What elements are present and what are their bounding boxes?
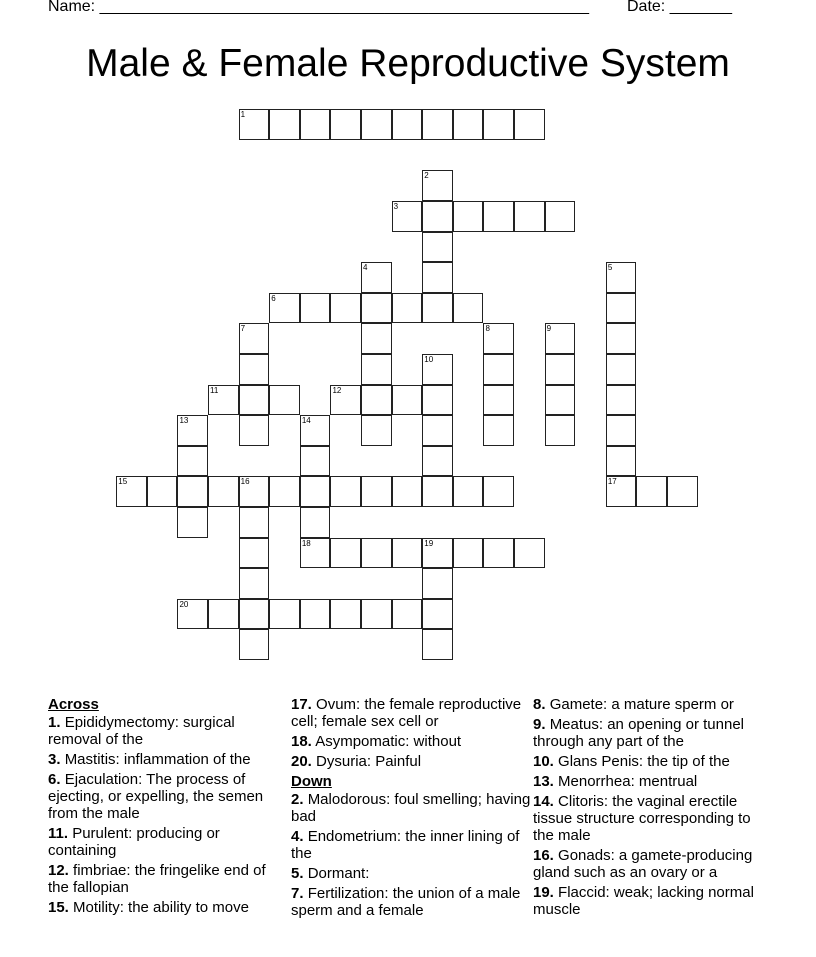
grid-cell[interactable]: [483, 323, 514, 354]
clue-across: [48, 825, 288, 859]
grid-cell[interactable]: [239, 109, 270, 140]
grid-cell[interactable]: [177, 599, 208, 630]
grid-cell[interactable]: [514, 109, 545, 140]
grid-cell[interactable]: [483, 538, 514, 569]
grid-cell[interactable]: [300, 507, 331, 538]
grid-cell[interactable]: [269, 476, 300, 507]
clue-text: Mastitis: inflammation of the: [64, 751, 251, 768]
grid-cell[interactable]: [239, 538, 270, 569]
clue-across: [291, 696, 531, 730]
grid-cell[interactable]: [239, 354, 270, 385]
clue-across: [48, 771, 288, 822]
clue-down: [291, 791, 531, 825]
grid-cell[interactable]: [300, 446, 331, 477]
clue-down: [533, 696, 773, 713]
grid-cell[interactable]: [422, 538, 453, 569]
grid-cell[interactable]: [239, 385, 270, 416]
clue-number: 18.: [291, 733, 312, 750]
clue-number: 8: [485, 324, 490, 334]
clue-number: 6.: [48, 771, 61, 788]
clue-number: 12: [332, 385, 342, 395]
clue-number: 4.: [291, 828, 304, 845]
grid-cell[interactable]: [239, 629, 270, 660]
clue-number: 14: [301, 416, 311, 426]
clue-number: 7: [240, 324, 246, 334]
clue-down: [533, 716, 773, 750]
grid-cell[interactable]: [330, 385, 361, 416]
grid-cell[interactable]: [392, 293, 423, 324]
clue-number: 14.: [533, 793, 554, 810]
clue-number: 20: [179, 599, 189, 609]
grid-cell[interactable]: [483, 385, 514, 416]
grid-cell[interactable]: [422, 354, 453, 385]
clue-across: [291, 733, 531, 750]
grid-cell[interactable]: [606, 415, 637, 446]
grid-cell[interactable]: [269, 109, 300, 140]
grid-cell[interactable]: [330, 599, 361, 630]
grid-cell[interactable]: [422, 599, 453, 630]
grid-cell[interactable]: [422, 415, 453, 446]
grid-cell[interactable]: [422, 170, 453, 201]
clue-text: Dysuria: Painful: [316, 753, 422, 770]
grid-cell[interactable]: [208, 476, 239, 507]
grid-cell[interactable]: [392, 201, 423, 232]
grid-cell[interactable]: [300, 415, 331, 446]
clue-down: [533, 884, 773, 918]
clue-text: fimbriae: the fringelike end of the fallopian: [48, 862, 266, 896]
grid-cell[interactable]: [361, 293, 392, 324]
clue-number: 6: [271, 293, 276, 303]
grid-cell[interactable]: [361, 262, 392, 293]
grid-cell[interactable]: [422, 476, 453, 507]
clue-number: 9.: [533, 716, 546, 733]
grid-cell[interactable]: [116, 476, 147, 507]
clue-number: 5.: [291, 865, 304, 882]
clue-number: 20.: [291, 753, 312, 770]
grid-cell[interactable]: [514, 201, 545, 232]
clue-number: 7.: [291, 885, 304, 902]
name-field: Name: _______________________________________________________: [48, 0, 589, 15]
grid-cell[interactable]: [361, 538, 392, 569]
grid-cell[interactable]: [422, 201, 453, 232]
grid-cell[interactable]: [453, 476, 484, 507]
grid-cell[interactable]: [392, 599, 423, 630]
grid-cell[interactable]: [208, 599, 239, 630]
grid-cell[interactable]: [239, 476, 270, 507]
clue-down: [291, 865, 531, 882]
clue-across: [48, 714, 288, 748]
clue-number: 17: [607, 477, 617, 487]
clue-text: Ovum: the female reproductive cell; female sex cell or: [291, 696, 522, 730]
grid-cell[interactable]: [361, 323, 392, 354]
clue-text: Malodorous: foul smelling; having bad: [291, 791, 531, 825]
grid-cell[interactable]: [177, 476, 208, 507]
grid-cell[interactable]: [545, 415, 576, 446]
grid-cell[interactable]: [300, 538, 331, 569]
clue-text: Dormant:: [307, 865, 370, 882]
grid-cell[interactable]: [422, 568, 453, 599]
clue-number: 13: [179, 416, 189, 426]
across-heading: Across: [48, 696, 99, 713]
grid-cell[interactable]: [606, 354, 637, 385]
grid-cell[interactable]: [422, 446, 453, 477]
grid-cell[interactable]: [606, 262, 637, 293]
clue-text: Endometrium: the inner lining of the: [291, 828, 520, 862]
clue-number: 16.: [533, 847, 554, 864]
clue-number: 11.: [48, 825, 69, 842]
grid-cell[interactable]: [330, 109, 361, 140]
grid-cell[interactable]: [239, 323, 270, 354]
grid-cell[interactable]: [208, 385, 239, 416]
grid-cell[interactable]: [545, 201, 576, 232]
grid-cell[interactable]: [330, 476, 361, 507]
grid-cell[interactable]: [361, 109, 392, 140]
clue-number: 4: [363, 263, 368, 273]
clues-column-2: [291, 696, 531, 922]
clue-number: 3.: [48, 751, 61, 768]
clue-number: 15.: [48, 899, 69, 916]
clue-text: Flaccid: weak; lacking normal muscle: [533, 884, 754, 918]
clue-text: Purulent: producing or containing: [48, 825, 220, 859]
grid-cell[interactable]: [300, 293, 331, 324]
grid-cell[interactable]: [269, 599, 300, 630]
grid-cell[interactable]: [300, 476, 331, 507]
clue-number: 5: [607, 263, 613, 273]
clue-number: 15: [118, 477, 128, 487]
clue-number: 8.: [533, 696, 546, 713]
clue-down: [291, 828, 531, 862]
page-title: Male & Female Reproductive System: [86, 42, 730, 85]
clue-text: Motility: the ability to move: [73, 899, 249, 916]
grid-cell[interactable]: [361, 476, 392, 507]
clue-text: Menorrhea: mentrual: [558, 773, 698, 790]
grid-cell[interactable]: [545, 323, 576, 354]
grid-cell[interactable]: [269, 293, 300, 324]
grid-cell[interactable]: [453, 538, 484, 569]
grid-cell[interactable]: [361, 354, 392, 385]
grid-cell[interactable]: [606, 476, 637, 507]
grid-cell[interactable]: [483, 476, 514, 507]
clue-down: [533, 847, 773, 881]
clue-number: 1.: [48, 714, 61, 731]
clue-number: 16: [240, 477, 250, 487]
clue-across: [291, 753, 531, 770]
grid-cell[interactable]: [361, 415, 392, 446]
grid-cell[interactable]: [392, 538, 423, 569]
clue-across: [48, 862, 288, 896]
grid-cell[interactable]: [239, 568, 270, 599]
grid-cell[interactable]: [545, 385, 576, 416]
grid-cell[interactable]: [361, 385, 392, 416]
clue-text: Meatus: an opening or tunnel through any part of the: [533, 716, 744, 750]
grid-cell[interactable]: [514, 538, 545, 569]
clue-text: Gonads: a gamete-producing gland such as an ovary or a: [533, 847, 753, 881]
grid-cell[interactable]: [483, 201, 514, 232]
clue-across: [48, 899, 288, 916]
grid-cell[interactable]: [330, 538, 361, 569]
grid-cell[interactable]: [483, 354, 514, 385]
down-heading: Down: [291, 773, 332, 790]
grid-cell[interactable]: [361, 599, 392, 630]
grid-cell[interactable]: [300, 599, 331, 630]
grid-cell[interactable]: [392, 476, 423, 507]
grid-cell[interactable]: [300, 109, 331, 140]
clues-column-1: [48, 696, 288, 919]
grid-cell[interactable]: [177, 446, 208, 477]
grid-cell[interactable]: [422, 109, 453, 140]
grid-cell[interactable]: [422, 262, 453, 293]
clue-number: 9: [546, 324, 552, 334]
grid-cell[interactable]: [422, 629, 453, 660]
clue-down: [533, 793, 773, 844]
clue-text: Glans Penis: the tip of the: [558, 753, 730, 770]
clue-number: 3: [393, 202, 399, 212]
grid-cell[interactable]: [606, 385, 637, 416]
grid-cell[interactable]: [636, 476, 667, 507]
grid-cell[interactable]: [453, 201, 484, 232]
clue-down: [533, 753, 773, 770]
grid-cell[interactable]: [177, 415, 208, 446]
grid-cell[interactable]: [422, 293, 453, 324]
clue-number: 10: [424, 355, 434, 365]
grid-cell[interactable]: [606, 323, 637, 354]
grid-cell[interactable]: [667, 476, 698, 507]
clue-text: Gamete: a mature sperm or: [549, 696, 734, 713]
clue-number: 1: [240, 110, 246, 120]
clue-text: Epididymectomy: surgical removal of the: [48, 714, 235, 748]
clue-number: 2: [424, 171, 429, 181]
grid-cell[interactable]: [147, 476, 178, 507]
grid-cell[interactable]: [392, 109, 423, 140]
grid-cell[interactable]: [453, 109, 484, 140]
grid-cell[interactable]: [422, 232, 453, 263]
clue-down: [291, 885, 531, 919]
grid-cell[interactable]: [392, 385, 423, 416]
grid-cell[interactable]: [545, 354, 576, 385]
clue-number: 13.: [533, 773, 554, 790]
clue-number: 10.: [533, 753, 554, 770]
clue-across: [48, 751, 288, 768]
clue-text: Fertilization: the union of a male sperm and a female: [291, 885, 521, 919]
grid-cell[interactable]: [483, 109, 514, 140]
clue-text: Asympomatic: without: [315, 733, 462, 750]
clue-number: 19.: [533, 884, 554, 901]
clue-number: 18: [301, 538, 311, 548]
grid-cell[interactable]: [422, 385, 453, 416]
grid-cell[interactable]: [269, 385, 300, 416]
clue-number: 2.: [291, 791, 304, 808]
grid-cell[interactable]: [239, 599, 270, 630]
clue-number: 19: [424, 538, 434, 548]
grid-cell[interactable]: [239, 507, 270, 538]
clue-number: 11: [210, 385, 219, 395]
grid-cell[interactable]: [177, 507, 208, 538]
grid-cell[interactable]: [606, 293, 637, 324]
clue-number: 17.: [291, 696, 312, 713]
grid-cell[interactable]: [239, 415, 270, 446]
date-field: Date: _______: [627, 0, 732, 15]
grid-cell[interactable]: [453, 293, 484, 324]
grid-cell[interactable]: [330, 293, 361, 324]
grid-cell[interactable]: [606, 446, 637, 477]
clue-text: Ejaculation: The process of ejecting, or expelling, the semen from the male: [48, 771, 264, 822]
clue-text: Clitoris: the vaginal erectile tissue structure corresponding to the male: [533, 793, 751, 844]
grid-cell[interactable]: [483, 415, 514, 446]
clues-column-3: [533, 696, 773, 921]
clue-down: [533, 773, 773, 790]
clue-number: 12.: [48, 862, 69, 879]
